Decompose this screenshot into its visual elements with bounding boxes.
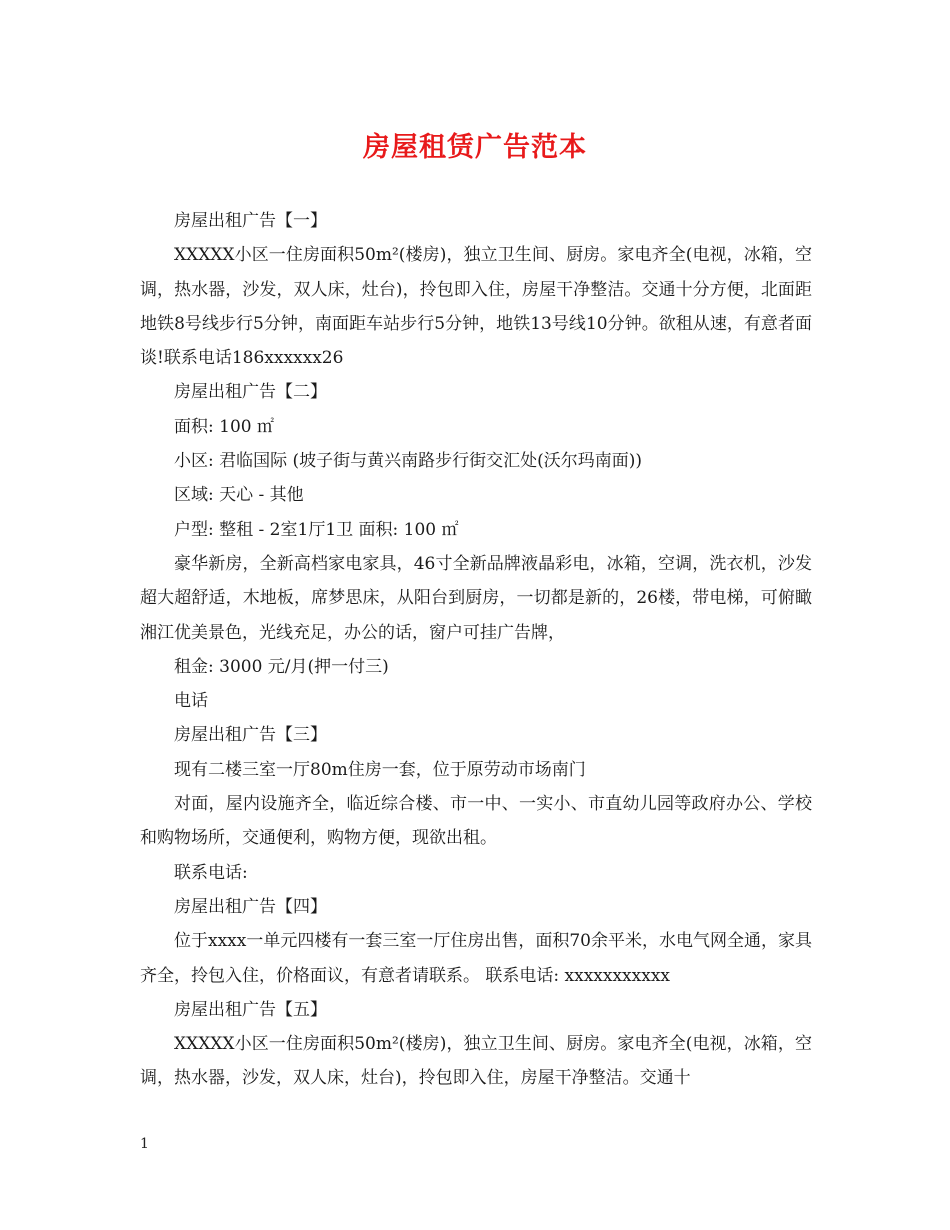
section-heading-4: 房屋出租广告【四】 [174, 896, 327, 917]
document-body [140, 204, 812, 1096]
paragraph: 豪华新房，全新高档家电家具，46寸全新品牌液晶彩电，冰箱，空调，洗衣机，沙发超大超舒适，木地板，席梦思床，从阳台到厨房，一切都是新的，26楼，带电梯，可俯瞰湘江优美景色，光线充足，办公的话，窗户可挂广告牌， [140, 553, 812, 643]
paragraph: 租金: 3000 元/月(押一付三) [174, 656, 389, 677]
section-heading-5: 房屋出租广告【五】 [174, 999, 327, 1020]
section-heading-1: 房屋出租广告【一】 [174, 211, 327, 231]
paragraph: 区域: 天心 - 其他 [174, 485, 304, 506]
paragraph: 电话 [174, 691, 208, 712]
section-heading-2: 房屋出租广告【二】 [174, 382, 327, 403]
paragraph: 现有二楼三室一厅80m住房一套，位于原劳动市场南门 [174, 759, 586, 780]
paragraph: XXXXX小区一住房面积50m²(楼房)，独立卫生间、厨房。家电齐全(电视，冰箱，空调，热水器，沙发，双人床，灶台)，拎包即入住，房屋干净整洁。交通十 [140, 1034, 812, 1089]
paragraph: XXXXX小区一住房面积50m²(楼房)，独立卫生间、厨房。家电齐全(电视，冰箱，空调，热水器，沙发，双人床，灶台)，拎包即入住，房屋干净整洁。交通十分方便，北面距地铁8号线步行5分钟，南面距车站步行5分钟，地铁13号线10分钟。欲租从速，有意者面谈!联系电话186xxxxxx26 [140, 245, 812, 369]
document-title: 房屋租赁广告范本 [363, 132, 587, 163]
page-number: 1 [140, 1136, 149, 1152]
paragraph: 对面，屋内设施齐全，临近综合楼、市一中、一实小、市直幼儿园等政府办公、学校和购物场所，交通便利，购物方便，现欲出租。 [140, 794, 812, 849]
paragraph: 小区: 君临国际 (坡子街与黄兴南路步行街交汇处(沃尔玛南面)) [174, 451, 643, 472]
paragraph: 位于xxxx一单元四楼有一套三室一厅住房出售，面积70余平米，水电气网全通，家具齐全，拎包入住，价格面议，有意者请联系。 联系电话: xxxxxxxxxxx [140, 931, 812, 986]
paragraph: 联系电话: [174, 862, 248, 883]
paragraph: 面积: 100 ㎡ [174, 416, 274, 437]
paragraph: 户型: 整租 - 2室1厅1卫 面积: 100 ㎡ [174, 519, 459, 540]
section-heading-3: 房屋出租广告【三】 [174, 725, 327, 746]
